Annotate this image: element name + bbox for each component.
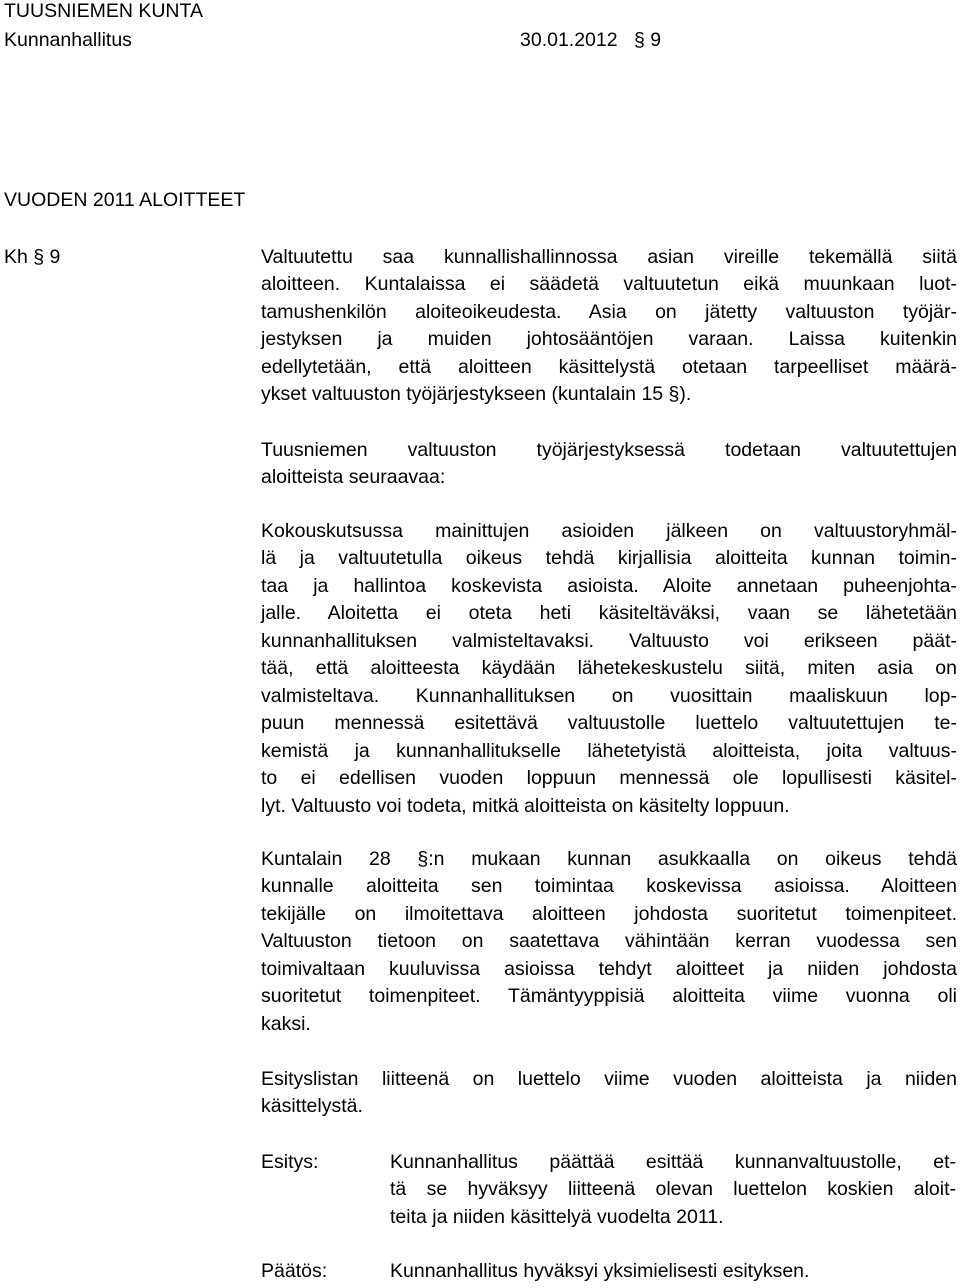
decision-label: Päätös: bbox=[261, 1260, 328, 1282]
text-line: kemistä ja kunnanhallitukselle lähetetyistä aloitteista, joita valtuus- bbox=[261, 740, 957, 762]
section-title: VUODEN 2011 ALOITTEET bbox=[4, 189, 246, 211]
text-line: tää, että aloitteesta käydään lähetekeskustelu siitä, miten asia on bbox=[261, 657, 957, 679]
text-line: suoritetut toimenpiteet. Tämäntyyppisiä aloitteita viime vuonna oli bbox=[261, 985, 957, 1007]
text-line: aloitteista seuraavaa: bbox=[261, 466, 446, 488]
text-line: Valtuuston tietoon on saatettava vähintään kerran vuodessa sen bbox=[261, 930, 957, 952]
text-line: jalle. Aloitetta ei oteta heti käsiteltäväksi, vaan se lähetetään bbox=[261, 602, 957, 624]
text-line: teita ja niiden käsittelyä vuodelta 2011. bbox=[390, 1206, 724, 1228]
text-line: taa ja hallintoa koskevista asioista. Aloite annetaan puheenjohta- bbox=[261, 575, 957, 597]
text-line: edellytetään, että aloitteen käsittelystä otetaan tarpeelliset määrä- bbox=[261, 356, 957, 378]
text-line: Esityslistan liitteenä on luettelo viime vuoden aloitteista ja niiden bbox=[261, 1068, 957, 1090]
proposal-label: Esitys: bbox=[261, 1151, 319, 1173]
text-line: aloitteen. Kuntalaissa ei säädetä valtuutetun eikä muunkaan luot- bbox=[261, 273, 957, 295]
text-line: Kunnanhallitus päättää esittää kunnanvaltuustolle, et- bbox=[390, 1151, 956, 1173]
text-line: kaksi. bbox=[261, 1013, 311, 1035]
body-name: Kunnanhallitus bbox=[4, 29, 132, 51]
text-line: käsittelystä. bbox=[261, 1095, 363, 1117]
page-section-ref: § 9 bbox=[634, 29, 662, 51]
text-line: Valtuutettu saa kunnallishallinnossa asian vireille tekemällä siitä bbox=[261, 246, 957, 268]
item-ref: Kh § 9 bbox=[4, 246, 61, 268]
text-line: lä ja valtuutetulla oikeus tehdä kirjallisia aloitteita kunnan toimin- bbox=[261, 547, 957, 569]
text-line: ykset valtuuston työjärjestykseen (kuntalain 15 §). bbox=[261, 383, 692, 405]
decision-text: Kunnanhallitus hyväksyi yksimielisesti esityksen. bbox=[390, 1260, 810, 1282]
meeting-date: 30.01.2012 bbox=[520, 29, 618, 51]
text-line: jestyksen ja muiden johtosääntöjen varaan. Laissa kuitenkin bbox=[261, 328, 957, 350]
text-line: tamushenkilön aloiteoikeudesta. Asia on jätetty valtuuston työjär- bbox=[261, 301, 957, 323]
text-line: toimivaltaan kuuluvissa asioissa tehdyt aloitteet ja niiden johdosta bbox=[261, 958, 957, 980]
text-line: to ei edellisen vuoden loppuun mennessä ole lopullisesti käsitel- bbox=[261, 767, 957, 789]
text-line: valmisteltava. Kunnanhallituksen on vuosittain maaliskuun lop- bbox=[261, 685, 957, 707]
text-line: kunnanhallituksen valmisteltavaksi. Valtuusto voi erikseen päät- bbox=[261, 630, 957, 652]
text-line: Tuusniemen valtuuston työjärjestyksessä todetaan valtuutettujen bbox=[261, 439, 957, 461]
text-line: Kuntalain 28 §:n mukaan kunnan asukkaalla on oikeus tehdä bbox=[261, 848, 957, 870]
text-line: tekijälle on ilmoitettava aloitteen johdosta suoritetut toimenpiteet. bbox=[261, 903, 957, 925]
text-line: Kokouskutsussa mainittujen asioiden jälkeen on valtuustoryhmäl- bbox=[261, 520, 957, 542]
text-line: puun mennessä esitettävä valtuustolle luettelo valtuutettujen te- bbox=[261, 712, 957, 734]
org-name: TUUSNIEMEN KUNTA bbox=[4, 0, 203, 22]
text-line: lyt. Valtuusto voi todeta, mitkä aloitteista on käsitelty loppuun. bbox=[261, 795, 790, 817]
text-line: tä se hyväksyy liitteenä olevan luettelon koskien aloit- bbox=[390, 1178, 956, 1200]
text-line: kunnalle aloitteita sen toimintaa koskevissa asioissa. Aloitteen bbox=[261, 875, 957, 897]
